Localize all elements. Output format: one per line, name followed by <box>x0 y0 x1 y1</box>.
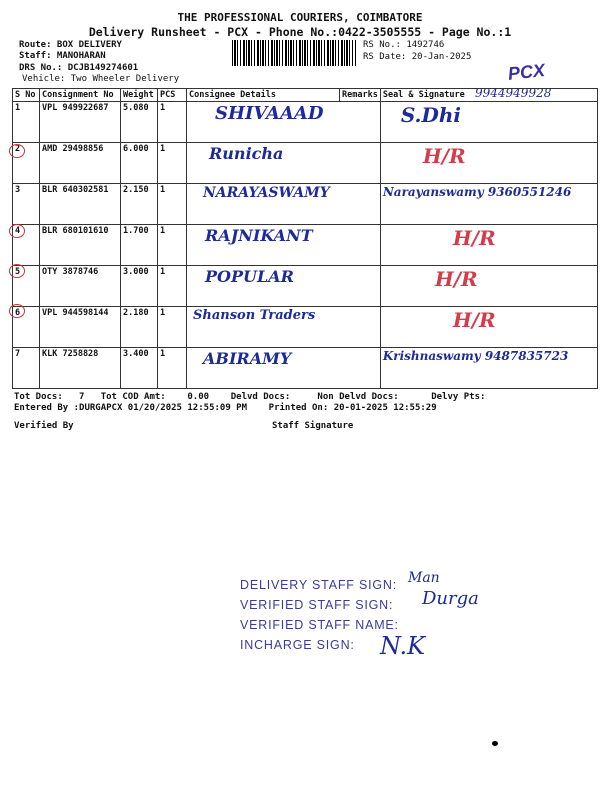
handwritten-signature: S.Dhi <box>400 103 462 127</box>
stamp-signature-delivery: Man <box>408 570 440 586</box>
barcode <box>232 40 356 66</box>
row-mark-circle <box>9 264 25 278</box>
rs-no: RS No.: 1492746 <box>363 40 445 50</box>
summary-totals: Tot Docs: 7 Tot COD Amt: 0.00 Delvd Docs: Non Delvd Docs: Delvy Pts: <box>14 392 486 402</box>
col-seal: Seal & Signature <box>380 89 597 102</box>
cell-pcs: 1 <box>158 307 187 348</box>
cell-sno: 7 <box>13 348 40 389</box>
table-row <box>13 184 598 225</box>
handwritten-name: Runicha <box>209 144 284 163</box>
handwritten-name: RAJNIKANT <box>205 226 313 245</box>
cell-consignment: KLK 7258828 <box>40 348 121 389</box>
staff: Staff: MANOHARAN <box>19 51 106 61</box>
handwritten-name: ABIRAMY <box>203 349 292 368</box>
cell-seal <box>380 184 597 225</box>
table-row <box>13 102 598 143</box>
row-mark-circle <box>9 304 25 318</box>
cell-seal <box>380 348 597 389</box>
runsheet-table <box>12 88 598 389</box>
cell-weight: 5.080 <box>121 102 158 143</box>
col-consignee: Consignee Details <box>187 89 340 102</box>
cell-pcs: 1 <box>158 348 187 389</box>
handwritten-name: SHIVAAAD <box>215 103 324 124</box>
cell-consignee <box>187 307 381 348</box>
cell-seal <box>380 143 597 184</box>
cell-sno: 3 <box>13 184 40 225</box>
col-pcs: PCS <box>158 89 187 102</box>
company-title: THE PROFESSIONAL COURIERS, COIMBATORE <box>177 11 423 24</box>
vehicle: Vehicle: Two Wheeler Delivery <box>22 74 180 84</box>
row-mark-circle <box>9 224 25 238</box>
stamp-verified-staff-name: VERIFIED STAFF NAME: <box>240 618 399 632</box>
col-sno: S No <box>13 89 40 102</box>
table-header-row <box>13 89 598 102</box>
cell-consignee <box>187 102 381 143</box>
cell-seal <box>380 266 597 307</box>
table-row <box>13 266 598 307</box>
cell-sno: 5 <box>13 266 40 307</box>
cell-consignee <box>187 184 381 225</box>
handwritten-signature: Krishnaswamy 9487835723 <box>382 349 569 363</box>
cell-weight: 3.400 <box>121 348 158 389</box>
handwritten-name: Shanson Traders <box>193 308 316 323</box>
col-consignment: Consignment No <box>40 89 121 102</box>
cell-pcs: 1 <box>158 225 187 266</box>
stamp-verified-staff-sign: VERIFIED STAFF SIGN: <box>240 598 394 612</box>
cell-consignee <box>187 348 381 389</box>
cell-weight: 6.000 <box>121 143 158 184</box>
table-row <box>13 143 598 184</box>
cell-consignment: AMD 29498856 <box>40 143 121 184</box>
handwritten-signature: H/R <box>452 226 496 250</box>
rs-date: RS Date: 20-Jan-2025 <box>363 52 472 62</box>
stamp-signature-verified: Durga <box>422 588 479 609</box>
route: Route: BOX DELIVERY <box>19 40 122 50</box>
handwritten-signature: H/R <box>434 267 478 291</box>
cell-sno: 6 <box>13 307 40 348</box>
cell-consignee <box>187 266 381 307</box>
cell-consignment: VPL 944598144 <box>40 307 121 348</box>
cell-consignee <box>187 225 381 266</box>
corner-phone: 9944949928 <box>475 86 552 100</box>
cell-seal <box>380 225 597 266</box>
table-row <box>13 225 598 266</box>
cell-sno: 1 <box>13 102 40 143</box>
cell-sno: 2 <box>13 143 40 184</box>
cell-consignment: OTY 3878746 <box>40 266 121 307</box>
col-remarks: Remarks <box>340 89 381 102</box>
col-weight: Weight <box>121 89 158 102</box>
cell-seal <box>380 102 597 143</box>
verified-by-label: Verified By <box>14 421 74 431</box>
stamp-signature-incharge: N.K <box>380 632 426 660</box>
runsheet-title: Delivery Runsheet - PCX - Phone No.:0422-3505555 - Page No.:1 <box>88 25 512 39</box>
handwritten-signature: H/R <box>422 144 466 168</box>
summary-entered: Entered By :DURGAPCX 01/20/2025 12:55:09 PM Printed On: 20-01-2025 12:55:29 <box>14 403 437 413</box>
cell-pcs: 1 <box>158 143 187 184</box>
stamp-delivery-staff-sign: DELIVERY STAFF SIGN: <box>240 578 398 592</box>
cell-consignee <box>187 143 381 184</box>
cell-weight: 3.000 <box>121 266 158 307</box>
cell-seal <box>380 307 597 348</box>
cell-weight: 1.700 <box>121 225 158 266</box>
drs-no: DRS No.: DCJB149274601 <box>19 63 139 73</box>
cell-pcs: 1 <box>158 102 187 143</box>
handwritten-name: POPULAR <box>205 267 294 286</box>
cell-sno: 4 <box>13 225 40 266</box>
cell-weight: 2.180 <box>121 307 158 348</box>
handwritten-signature: H/R <box>452 308 496 332</box>
pcx-mark: PCX <box>507 60 546 84</box>
table-row <box>13 348 598 389</box>
stamp-incharge-sign: INCHARGE SIGN: <box>240 638 355 652</box>
handwritten-signature: Narayanswamy 9360551246 <box>382 185 572 199</box>
cell-weight: 2.150 <box>121 184 158 225</box>
cell-consignment: BLR 640302581 <box>40 184 121 225</box>
cell-pcs: 1 <box>158 184 187 225</box>
table-row <box>13 307 598 348</box>
ink-dot <box>492 741 498 746</box>
staff-signature-label: Staff Signature <box>272 421 354 431</box>
row-mark-circle <box>9 144 25 158</box>
cell-pcs: 1 <box>158 266 187 307</box>
cell-consignment: BLR 680101610 <box>40 225 121 266</box>
cell-consignment: VPL 949922687 <box>40 102 121 143</box>
handwritten-name: NARAYASWAMY <box>203 185 330 201</box>
